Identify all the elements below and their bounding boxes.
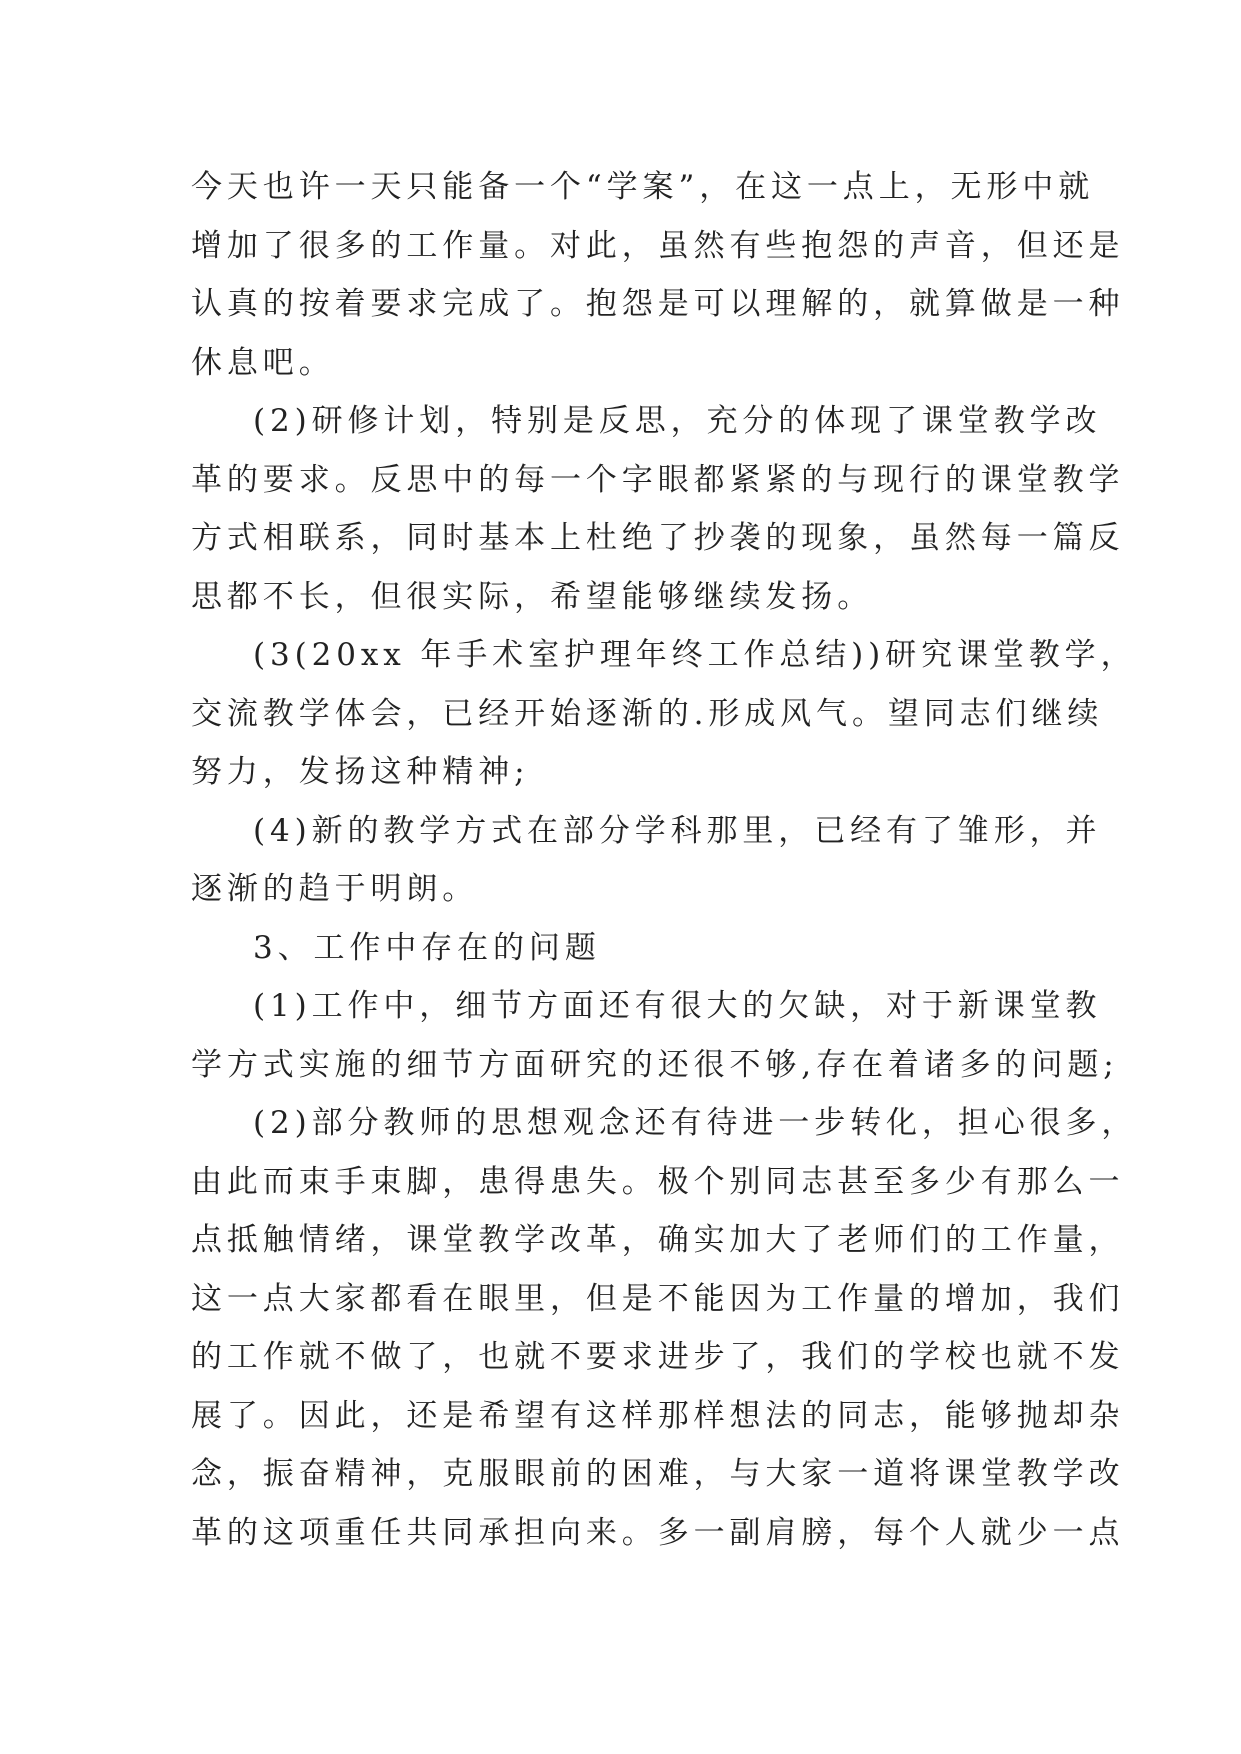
text-line: 努力，发扬这种精神; — [191, 754, 530, 790]
text-line: 由此而束手束脚，患得患失。极个别同志甚至多少有那么一 — [191, 1163, 1125, 1200]
text-line: 认真的按着要求完成了。抱怨是可以理解的，就算做是一种 — [191, 286, 1125, 322]
text-line: 的工作就不做了，也就不要求进步了，我们的学校也就不发 — [191, 1339, 1125, 1375]
text-line: 增加了很多的工作量。对此，虽然有些抱怨的声音，但还是 — [191, 227, 1125, 264]
text-line: (1)工作中，细节方面还有很大的欠缺，对于新课堂教 — [253, 988, 1102, 1024]
text-line: 革的要求。反思中的每一个字眼都紧紧的与现行的课堂教学 — [191, 461, 1125, 498]
text-line: 3、工作中存在的问题 — [253, 929, 601, 966]
text-line: 革的这项重任共同承担向来。多一副肩膀，每个人就少一点 — [191, 1514, 1125, 1551]
text-line: 逐渐的趋于明朗。 — [191, 871, 479, 907]
text-line: 今天也许一天只能备一个“学案”，在这一点上，无形中就 — [191, 169, 1095, 205]
text-line: 交流教学体会，已经开始逐渐的.形成风气。望同志们继续 — [191, 695, 1104, 732]
text-line: 学方式实施的细节方面研究的还很不够,存在着诸多的问题; — [191, 1046, 1119, 1083]
text-line: 念，振奋精神，克服眼前的困难，与大家一道将课堂教学改 — [191, 1456, 1125, 1492]
text-line: (3(20xx 年手术室护理年终工作总结))研究课堂教学， — [253, 637, 1137, 673]
text-line: 展了。因此，还是希望有这样那样想法的同志，能够抛却杂 — [191, 1397, 1125, 1434]
text-line: 方式相联系，同时基本上杜绝了抄袭的现象，虽然每一篇反 — [191, 520, 1125, 556]
text-line: 思都不长，但很实际，希望能够继续发扬。 — [191, 578, 874, 615]
text-line: (2)研修计划，特别是反思，充分的体现了课堂教学改 — [253, 403, 1102, 439]
text-line: (2)部分教师的思想观念还有待进一步转化，担心很多， — [253, 1105, 1138, 1141]
text-line: (4)新的教学方式在部分学科那里，已经有了雏形，并 — [253, 812, 1102, 849]
text-line: 休息吧。 — [191, 344, 335, 381]
text-line: 这一点大家都看在眼里，但是不能因为工作量的增加，我们 — [191, 1280, 1125, 1317]
text-line: 点抵触情绪，课堂教学改革，确实加大了老师们的工作量， — [191, 1222, 1125, 1258]
document-body — [191, 158, 1138, 1562]
